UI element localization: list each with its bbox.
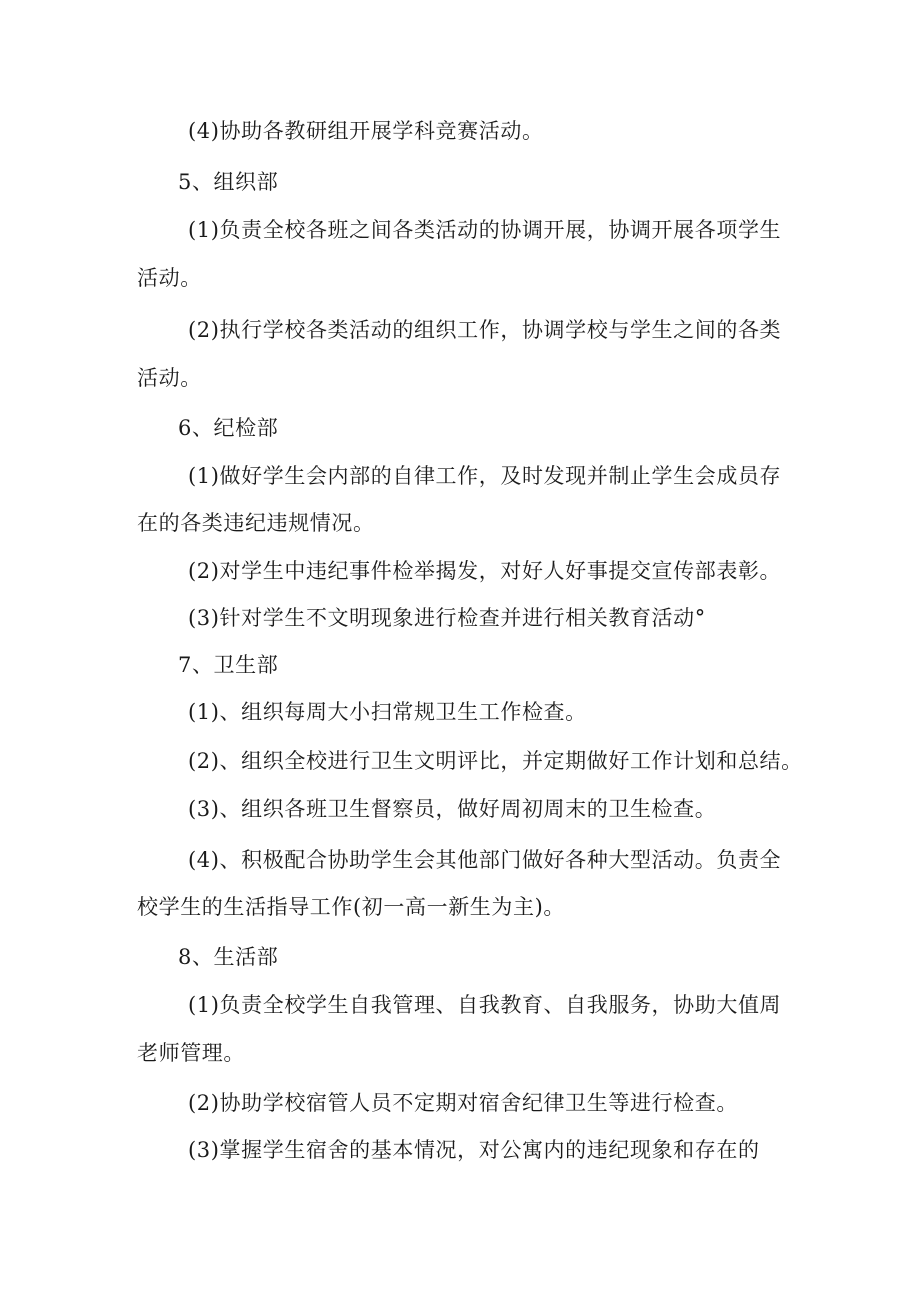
item-2-dorm-check: (2)协助学校宿管人员不定期对宿舍纪律卫生等进行检查。 <box>188 1091 738 1115</box>
item-3-dorm-situation: (3)掌握学生宿舍的基本情况，对公寓内的违纪现象和存在的 <box>188 1138 760 1162</box>
item-4-cooperate: (4)、积极配合协助学生会其他部门做好各种大型活动。负责全 <box>188 848 782 872</box>
heading-organization-dept: 5、组织部 <box>178 170 279 194</box>
item-2-organize: (2)执行学校各类活动的组织工作，协调学校与学生之间的各类 <box>188 318 782 342</box>
item-1-coordination: (1)负责全校各班之间各类活动的协调开展，协调开展各项学生 <box>188 218 782 242</box>
item-2-report: (2)对学生中违纪事件检举揭发，对好人好事提交宣传部表彰。 <box>188 559 782 583</box>
item-1-self-management-cont: 老师管理。 <box>137 1041 245 1065</box>
heading-discipline-dept: 6、纪检部 <box>178 416 279 440</box>
item-1-weekly-check: (1)、组织每周大小扫常规卫生工作检查。 <box>188 700 587 724</box>
item-1-self-discipline: (1)做好学生会内部的自律工作，及时发现并制止学生会成员存 <box>188 464 782 488</box>
item-2-evaluation: (2)、组织全校进行卫生文明评比，并定期做好工作计划和总结。 <box>188 749 803 773</box>
item-1-coordination-cont: 活动。 <box>137 266 202 290</box>
item-3-inspection: (3)针对学生不文明现象进行检查并进行相关教育活动° <box>188 606 706 630</box>
heading-life-dept: 8、生活部 <box>178 945 279 969</box>
item-1-self-discipline-cont: 在的各类违纪违规情况。 <box>137 511 375 535</box>
item-4-cooperate-cont: 校学生的生活指导工作(初一高一新生为主)。 <box>137 895 565 919</box>
item-3-inspectors: (3)、组织各班卫生督察员，做好周初周末的卫生检查。 <box>188 797 717 821</box>
item-4-competition: (4)协助各教研组开展学科竞赛活动。 <box>188 119 544 143</box>
item-2-organize-cont: 活动。 <box>137 366 202 390</box>
item-1-self-management: (1)负责全校学生自我管理、自我教育、自我服务，协助大值周 <box>188 993 782 1017</box>
heading-hygiene-dept: 7、卫生部 <box>178 653 279 677</box>
